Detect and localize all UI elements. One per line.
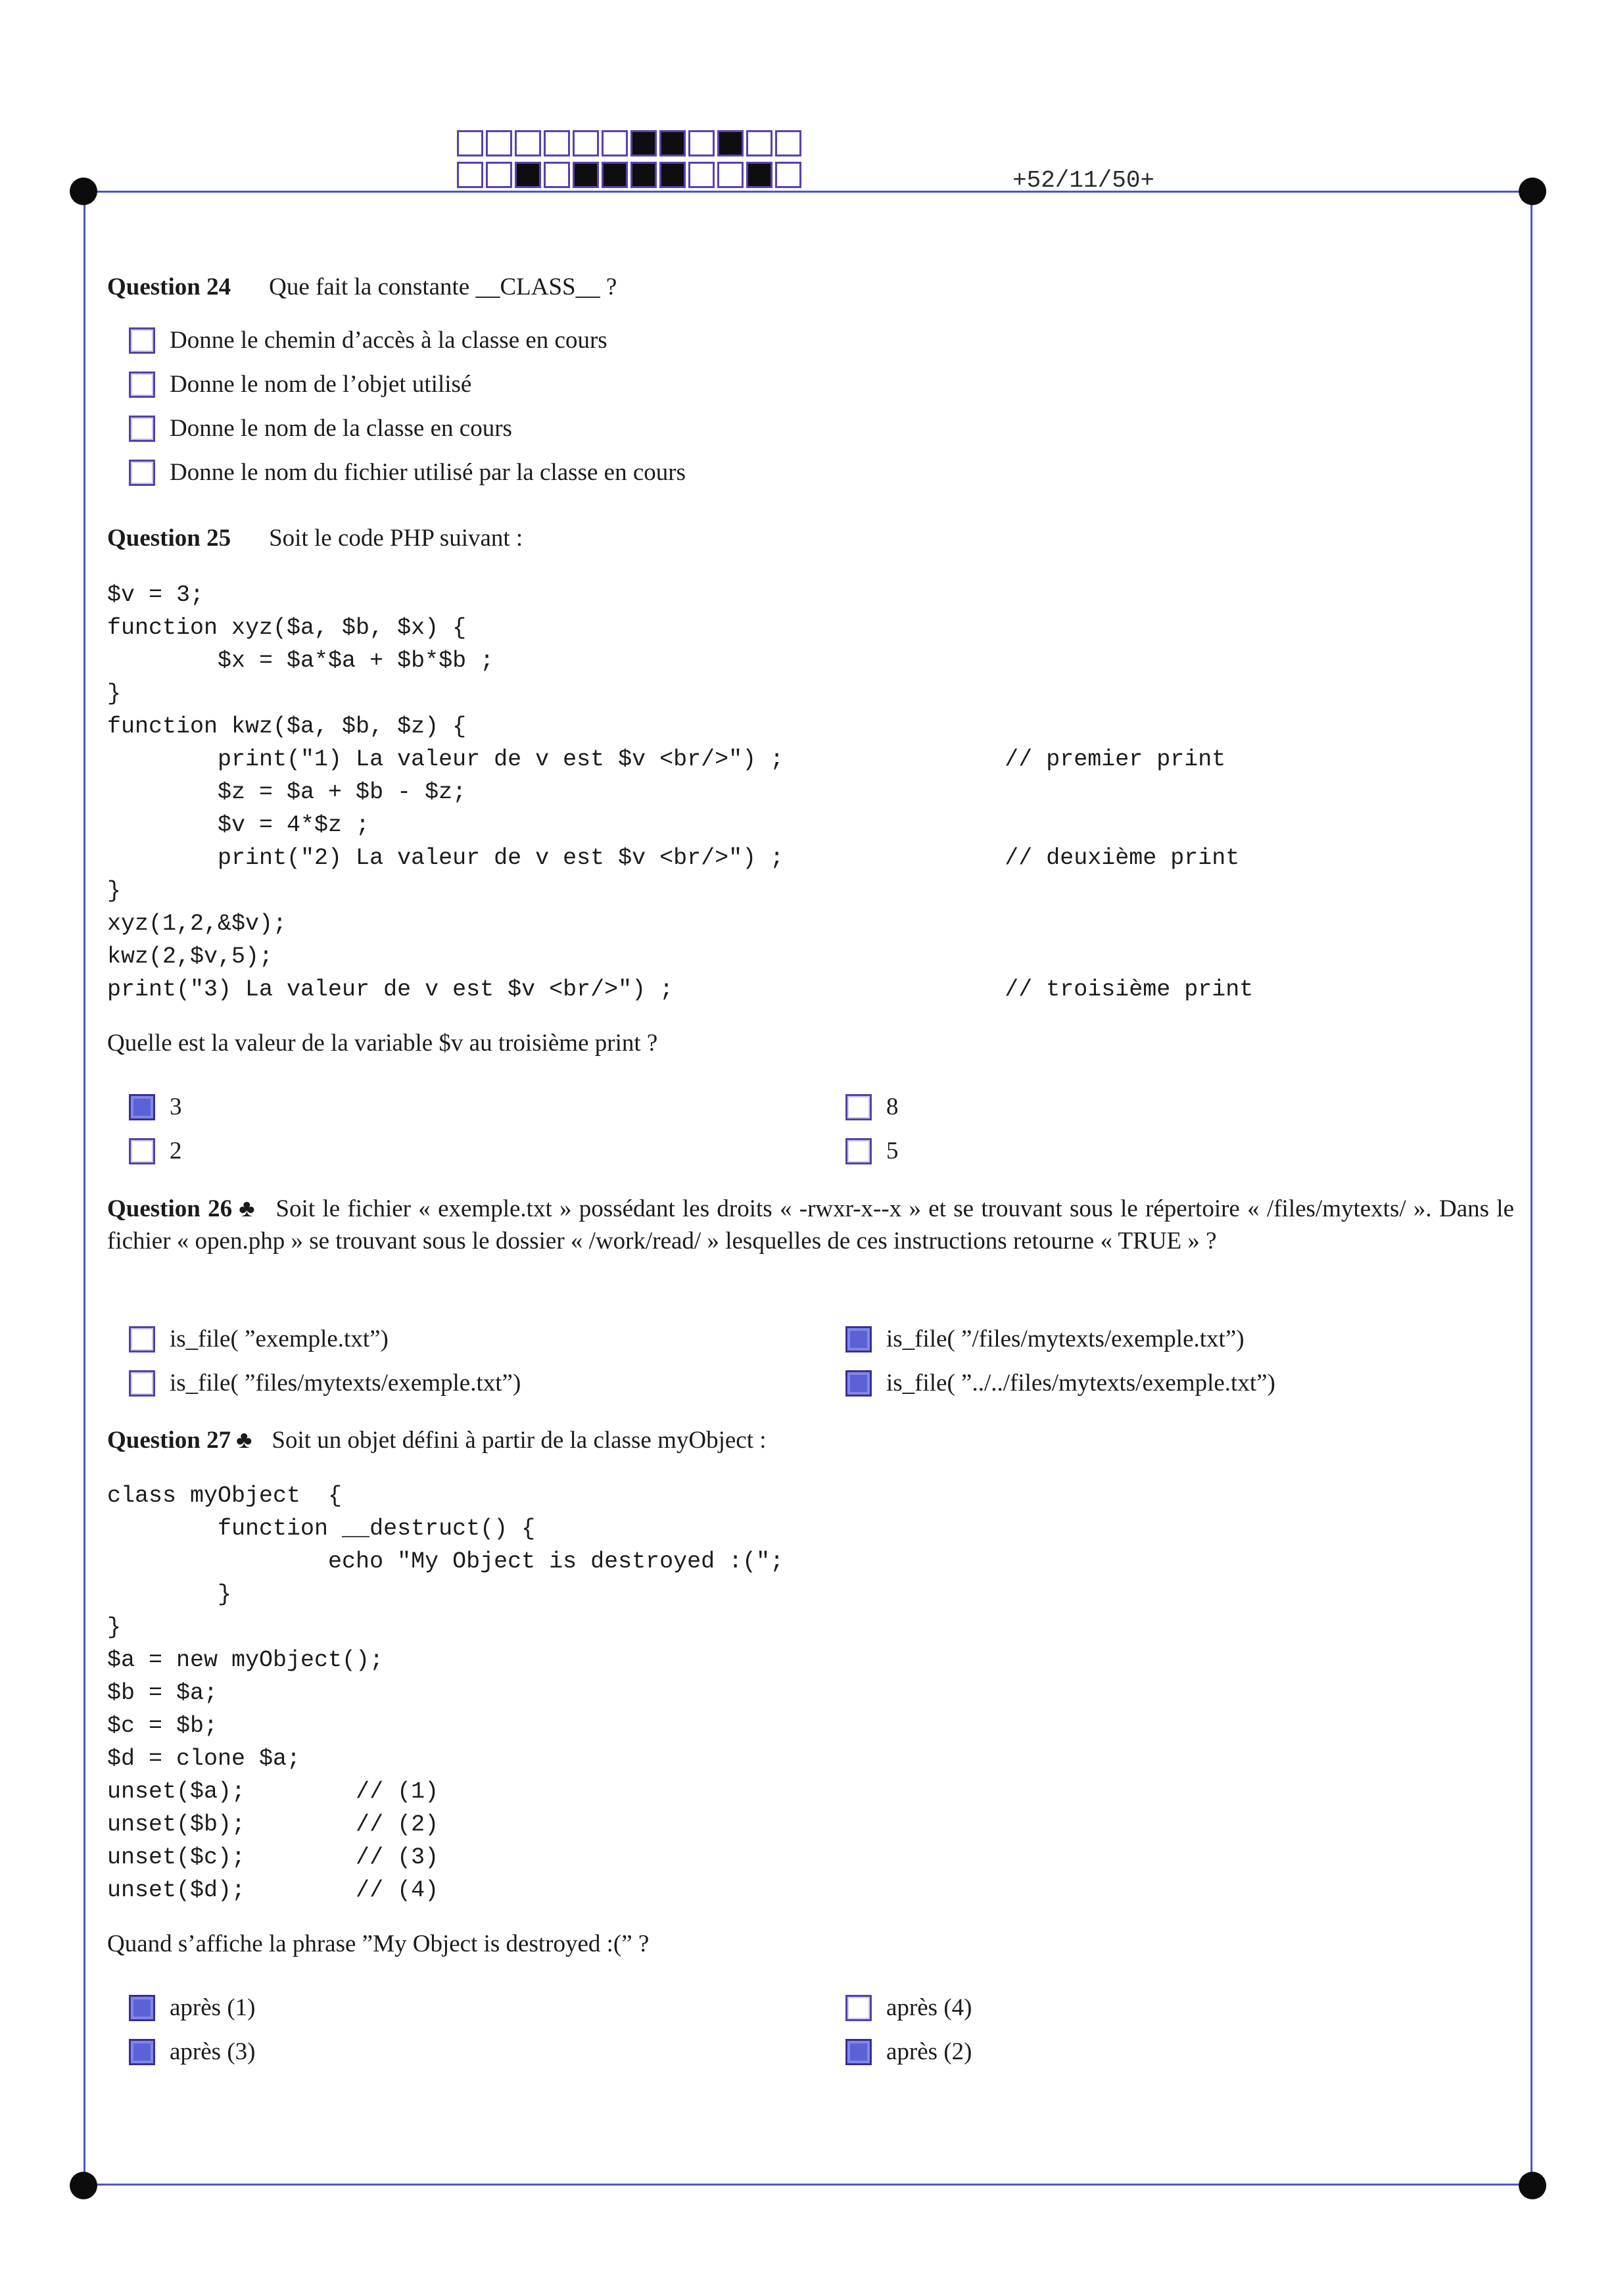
- barcode-cell: [746, 162, 772, 188]
- q25-code-block: $v = 3; function xyz($a, $b, $x) { $x = $a*$a + $b*$b ; } function kwz($a, $b, $z) { print("1) La valeur de v est $v <br/>") ; // premier print $z = $a + $b - $z; $v = 4*$z ; print("2) La valeur de v est $v <br/>") ; // deuxième print } xyz(1,2,&$v); kwz(2,$v,5); print("3) La valeur de v est $v <br/>") ; // troisième print: [107, 582, 1254, 1003]
- q25-option-4[interactable]: [845, 1137, 899, 1165]
- barcode-cell: [630, 162, 657, 188]
- corner-marker-top-left: [70, 178, 97, 205]
- option-label: après (1): [170, 1994, 256, 2021]
- question-26-heading: [107, 1193, 1514, 1257]
- multiple-answer-club-icon: ♣: [236, 1427, 252, 1454]
- barcode-row-bottom: [457, 162, 804, 188]
- q25-question: Quelle est la valeur de la variable $v au troisième print ?: [107, 1030, 658, 1057]
- question-label: Question 27: [107, 1427, 231, 1454]
- option-label: après (2): [886, 2038, 972, 2065]
- option-label: après (4): [886, 1994, 972, 2021]
- checkbox[interactable]: [845, 1138, 872, 1164]
- q24-option-4[interactable]: [129, 458, 686, 487]
- barcode-cell: [659, 162, 686, 188]
- q26-option-4[interactable]: [845, 1369, 1275, 1397]
- barcode-cell: [717, 162, 744, 188]
- option-label: Donne le chemin d’accès à la classe en cours: [170, 327, 607, 354]
- barcode-cell: [573, 162, 599, 188]
- q27-question: Quand s’affiche la phrase ”My Object is destroyed :(” ?: [107, 1930, 650, 1957]
- checkbox[interactable]: [129, 2039, 155, 2065]
- barcode-cell: [688, 162, 715, 188]
- option-label: 5: [886, 1137, 899, 1164]
- barcode-cell: [515, 162, 541, 188]
- barcode-cell: [486, 130, 512, 156]
- checkbox[interactable]: [845, 1995, 872, 2021]
- checkbox[interactable]: [845, 1094, 872, 1120]
- barcode-cell: [457, 130, 483, 156]
- barcode-cell: [602, 130, 628, 156]
- barcode-cell: [515, 130, 541, 156]
- checkbox[interactable]: [129, 1138, 155, 1164]
- q26-option-3[interactable]: [129, 1369, 521, 1397]
- checkbox[interactable]: [845, 2039, 872, 2065]
- page-id: +52/11/50+: [1012, 167, 1155, 194]
- checkbox[interactable]: [129, 1370, 155, 1397]
- option-label: is_file( ”/files/mytexts/exemple.txt”): [886, 1326, 1245, 1352]
- corner-marker-bottom-right: [1519, 2172, 1546, 2199]
- question-text: Soit un objet défini à partir de la classe myObject :: [272, 1427, 767, 1454]
- q25-option-1[interactable]: [129, 1093, 182, 1121]
- option-label: Donne le nom de la classe en cours: [170, 415, 512, 442]
- checkbox[interactable]: [845, 1326, 872, 1352]
- checkbox[interactable]: [129, 416, 155, 442]
- multiple-answer-club-icon: ♣: [237, 1195, 256, 1222]
- question-text: Soit le fichier « exemple.txt » possédant les droits « -rwxr-x--x » et se trouvant sous le répertoire « /files/mytexts/ ». Dans le fichier « open.php » se trouvant sous le dossier « /work/read/ » lesquelles de ces instructions retourne « TRUE » ?: [107, 1195, 1515, 1255]
- checkbox[interactable]: [129, 1995, 155, 2021]
- q24-option-1[interactable]: [129, 326, 607, 354]
- question-27-heading: [107, 1424, 767, 1456]
- barcode-cell: [544, 162, 570, 188]
- barcode-cell: [457, 162, 483, 188]
- question-25-heading: [107, 522, 523, 554]
- q25-option-3[interactable]: [129, 1137, 182, 1165]
- corner-marker-bottom-left: [70, 2172, 97, 2199]
- barcode-cell: [630, 130, 657, 156]
- option-label: Donne le nom de l’objet utilisé: [170, 371, 472, 398]
- page-id-barcode: [457, 130, 804, 193]
- question-text: Soit le code PHP suivant :: [269, 525, 523, 552]
- q26-option-2[interactable]: [845, 1325, 1245, 1353]
- question-label: Question 25: [107, 525, 231, 552]
- barcode-cell: [775, 162, 801, 188]
- option-label: 2: [170, 1137, 182, 1164]
- barcode-cell: [659, 130, 686, 156]
- question-24-heading: [107, 271, 617, 303]
- q27-option-3[interactable]: [129, 2038, 255, 2066]
- barcode-row-top: [457, 130, 804, 156]
- corner-marker-top-right: [1519, 178, 1546, 205]
- barcode-cell: [486, 162, 512, 188]
- option-label: is_file( ”files/mytexts/exemple.txt”): [170, 1370, 521, 1397]
- barcode-cell: [775, 130, 801, 156]
- checkbox[interactable]: [129, 371, 155, 398]
- q27-option-4[interactable]: [845, 2038, 972, 2066]
- checkbox[interactable]: [129, 327, 155, 354]
- barcode-cell: [717, 130, 744, 156]
- q27-code-block: class myObject { function __destruct() { echo "My Object is destroyed :("; } } $a = new myObject(); $b = $a; $c = $b; $d = clone $a; unset($a); // (1) unset($b); // (2) unset($c); // (3) unset($d); // (4): [107, 1483, 784, 1903]
- q25-option-2[interactable]: [845, 1093, 899, 1121]
- question-label: Question 26: [107, 1195, 233, 1222]
- question-label: Question 24: [107, 274, 231, 300]
- barcode-cell: [688, 130, 715, 156]
- checkbox[interactable]: [845, 1370, 872, 1397]
- option-label: is_file( ”exemple.txt”): [170, 1326, 389, 1352]
- barcode-cell: [602, 162, 628, 188]
- barcode-cell: [544, 130, 570, 156]
- q27-option-1[interactable]: [129, 1994, 255, 2022]
- option-label: 8: [886, 1093, 899, 1120]
- option-label: is_file( ”../../files/mytexts/exemple.txt”): [886, 1370, 1275, 1397]
- checkbox[interactable]: [129, 1326, 155, 1352]
- q24-option-2[interactable]: [129, 370, 471, 398]
- checkbox[interactable]: [129, 460, 155, 486]
- checkbox[interactable]: [129, 1094, 155, 1120]
- option-label: après (3): [170, 2038, 256, 2065]
- barcode-cell: [746, 130, 772, 156]
- option-label: Donne le nom du fichier utilisé par la classe en cours: [170, 459, 686, 486]
- q24-option-3[interactable]: [129, 414, 512, 442]
- q27-option-2[interactable]: [845, 1994, 972, 2022]
- question-text: Que fait la constante __CLASS__ ?: [269, 274, 617, 300]
- barcode-cell: [573, 130, 599, 156]
- option-label: 3: [170, 1093, 182, 1120]
- q26-option-1[interactable]: [129, 1325, 389, 1353]
